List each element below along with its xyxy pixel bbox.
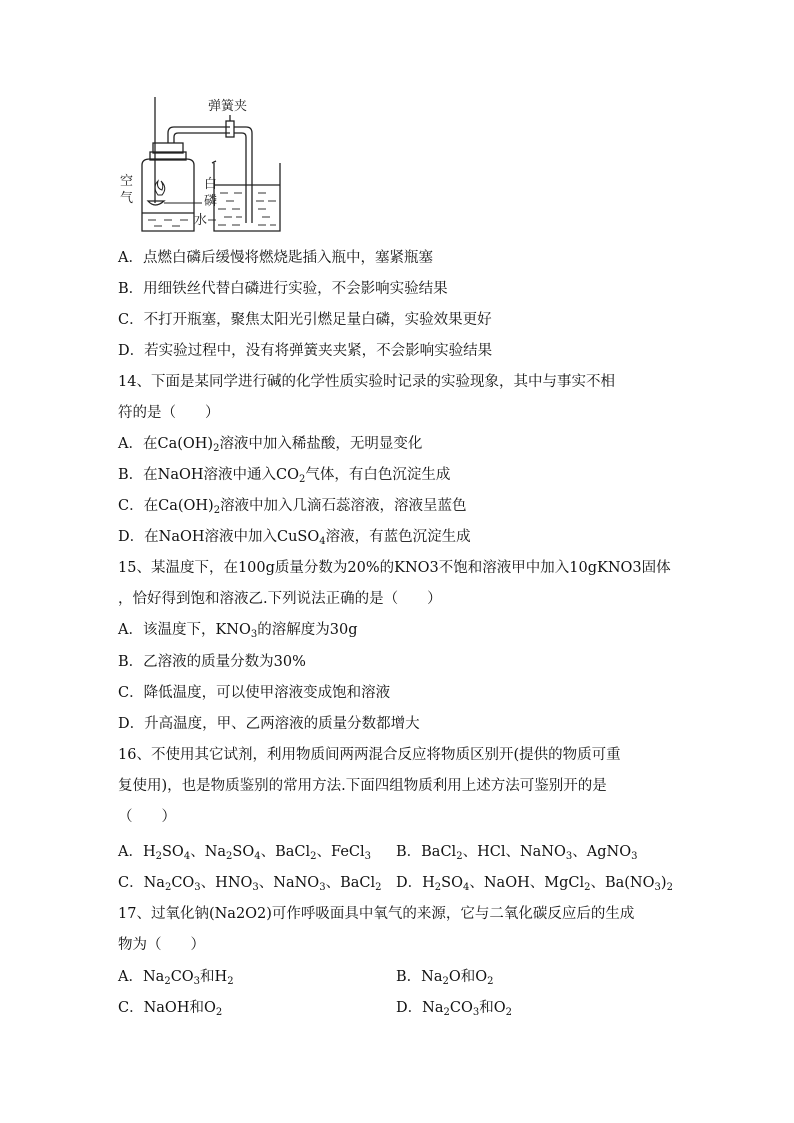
q14-option-a: A．在$Ca(OH)_2$溶液中加入稀盐酸，无明显变化 [118,436,423,454]
q17-stem-line-1: 17、过氧化钠(Na2O2)可作呼吸面具中氧气的来源，它与二氧化碳反应后的生成 [118,906,635,922]
q13-option-d: D．若实验过程中，没有将弹簧夹夹紧，不会影响实验结果 [118,343,493,359]
q16-stem-line-2: 复使用)，也是物质鉴别的常用方法.下面四组物质利用上述方法可鉴别开的是 [118,778,607,794]
spring-clip-label: 弹簧夹 [208,99,248,114]
air-label-1: 空 [120,174,134,189]
q16-stem-line-3: （ ） [118,809,176,825]
q15-option-a: A．该温度下，$KNO_3$的溶解度为30g [118,622,358,640]
q13-option-b: B．用细铁丝代替白磷进行实验，不会影响实验结果 [118,281,448,297]
q14-option-b: B．在NaOH溶液中通入$CO_2$气体，有白色沉淀生成 [118,467,451,485]
q14-stem-line-1: 14、下面是某同学进行碱的化学性质实验时记录的实验现象，其中与事实不相 [118,374,615,390]
q13-option-a: A．点燃白磷后缓慢将燃烧匙插入瓶中，塞紧瓶塞 [118,250,433,266]
q14-stem-line-2: 符的是（ ） [118,405,220,421]
q17-option-a: A．$Na_2CO_3$和$H_2$ [118,969,234,987]
q15-option-c: C．降低温度，可以使甲溶液变成饱和溶液 [118,685,391,701]
q16-stem-line-1: 16、不使用其它试剂，利用物质间两两混合反应将物质区别开(提供的物质可重 [118,747,621,763]
q16-option-c: C．$Na_2CO_3$、$HNO_3$、NaNO$_3$、BaCl$_2$ [118,875,382,893]
q15-stem-line-1: 15、某温度下，在100g质量分数为20%的KNO3不饱和溶液甲中加入10gKNO3固体 [118,560,671,576]
q14-option-c: C．在$Ca(OH)_2$溶液中加入几滴石蕊溶液，溶液呈蓝色 [118,498,467,516]
q17-stem-line-2: 物为（ ） [118,937,205,953]
q16-option-d: D．$H_2SO_4$、NaOH、MgCl$_2$、$Ba(NO_3)_2$ [396,875,673,893]
water-label: 水 [194,213,208,228]
white-phosphorus-label-2: 磷 [204,194,218,209]
q17-option-d: D．$Na_2CO_3$和$O_2$ [396,1000,512,1018]
q15-stem-line-2: ，恰好得到饱和溶液乙.下列说法正确的是（ ） [118,591,442,607]
q15-option-d: D．升高温度，甲、乙两溶液的质量分数都增大 [118,716,420,732]
q14-option-d: D．在NaOH溶液中加入CuSO$_4$溶液，有蓝色沉淀生成 [118,529,471,547]
white-phosphorus-label-1: 白 [204,177,218,192]
q13-option-c: C．不打开瓶塞，聚焦太阳光引燃足量白磷，实验效果更好 [118,312,492,328]
q17-option-b: B．$Na_2O$和$O_2$ [396,969,494,987]
q15-option-b: B．乙溶液的质量分数为30% [118,654,306,670]
apparatus-figure [118,95,288,235]
q17-option-c: C．NaOH和$O_2$ [118,1000,223,1018]
air-label-2: 气 [120,191,134,206]
q16-option-b: B．BaCl$_2$、HCl、NaNO$_3$、AgNO$_3$ [396,844,638,862]
q16-option-a: A．$H_2SO_4$、$Na_2SO_4$、BaCl$_2$、FeCl$_3$ [118,844,372,862]
